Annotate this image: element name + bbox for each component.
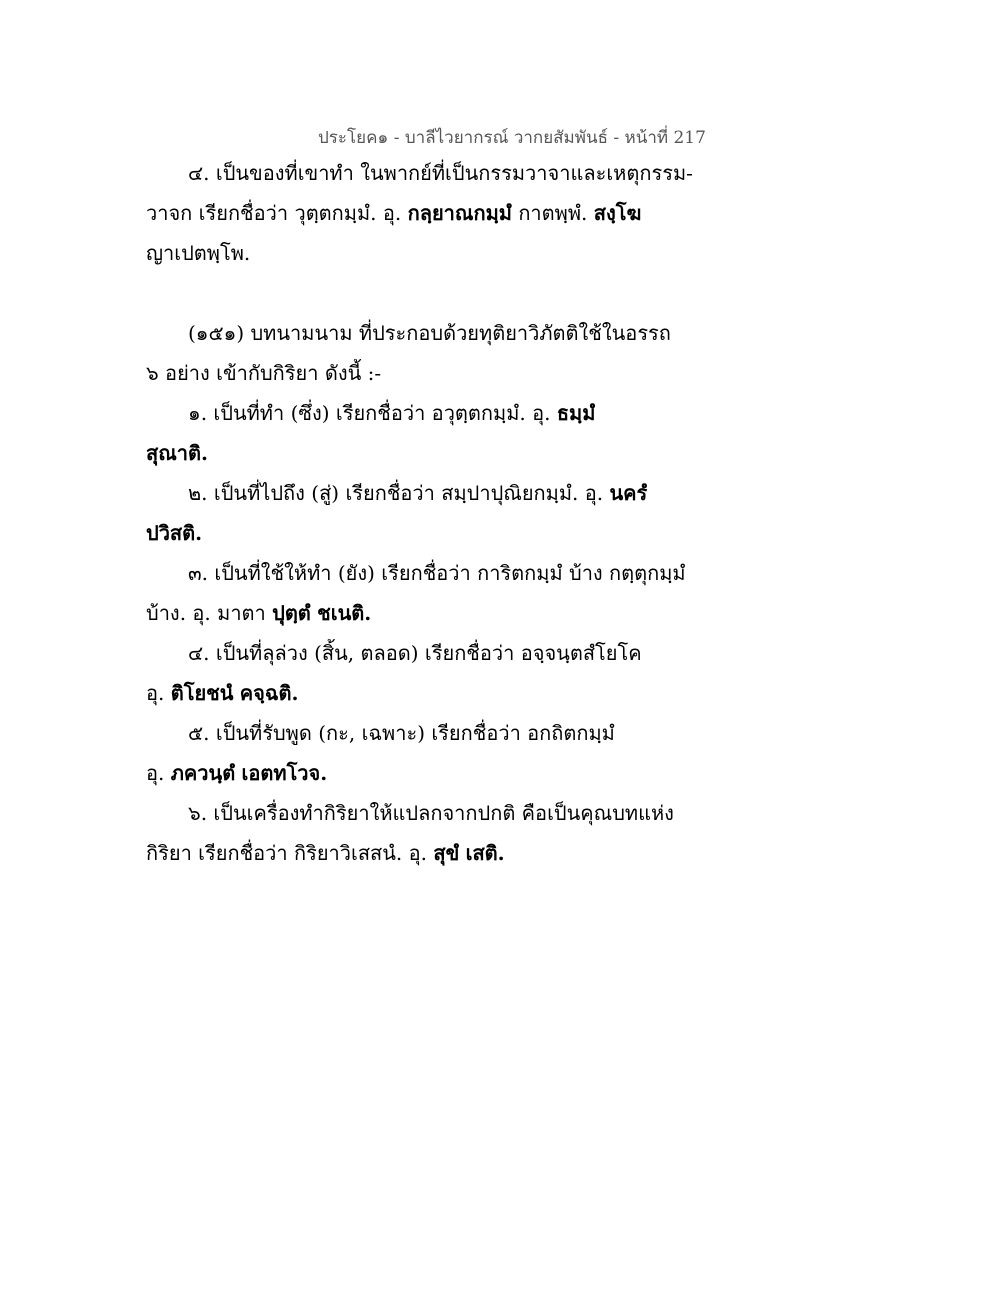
item-4-line-2 [146, 678, 298, 708]
example-bold-word: เอตทโวจ. [241, 761, 328, 785]
example-bold-word: ติโยชนํ [170, 681, 234, 705]
example-bold-word: กลฺยาณกมฺมํ [407, 201, 512, 225]
item-6-line-2 [146, 838, 505, 868]
example-bold-word: ธมฺมํ [556, 401, 596, 425]
item-4-line-2-text: อุ. [146, 681, 165, 705]
item-2-text: ๒. เป็นที่ไปถึง (สู่) เรียกชื่อว่า สมฺปาปุณิยกมฺมํ. อุ. [188, 481, 604, 505]
p1-line-2-text: วาจก เรียกชื่อว่า วุตฺตกมฺมํ. อุ. [146, 201, 402, 225]
p1-line-2 [146, 198, 641, 228]
example-bold-word: คจฺฉติ. [239, 681, 299, 705]
item-3-line-2 [146, 598, 371, 628]
section-151-line-1: (๑๕๑) บทนามนาม ที่ประกอบด้วยทุติยาวิภัตติใช้ในอรรถ [188, 321, 671, 345]
item-4-line-1: ๔. เป็นที่ลุล่วง (สิ้น, ตลอด) เรียกชื่อว่า อจฺจนฺตสํโยโค [188, 641, 642, 665]
item-6-line-2-text: กิริยา เรียกชื่อว่า กิริยาวิเสสนํ. อุ. [146, 841, 428, 865]
section-151-line-2: ๖ อย่าง เข้ากับกิริยา ดังนี้ :- [146, 361, 382, 385]
item-5-line-2 [146, 758, 327, 788]
example-bold-word: ปุตฺตํ [272, 601, 311, 625]
item-3-line-2-text: บ้าง. อุ. มาตา [146, 601, 266, 625]
p1-line-2-mid: กาตพฺพํ. [518, 201, 588, 225]
p1-line-3: ญาเปตพฺโพ. [146, 241, 251, 265]
item-1-text: ๑. เป็นที่ทำ (ซึ่ง) เรียกชื่อว่า อวุตฺตกมฺมํ. อุ. [188, 401, 551, 425]
item-5-line-2-text: อุ. [146, 761, 165, 785]
example-bold-word: ภควนฺตํ [170, 761, 236, 785]
example-bold-word: ชเนติ. [317, 601, 372, 625]
running-header: ประโยค๑ - บาลีไวยากรณ์ วากยสัมพันธ์ - หน้าที่ 217 [318, 128, 706, 148]
example-bold-word: สงฺโฆ [593, 201, 642, 225]
item-5-line-1: ๕. เป็นที่รับพูด (กะ, เฉพาะ) เรียกชื่อว่า อกถิตกมฺมํ [188, 721, 615, 745]
p1-line-1: ๔. เป็นของที่เขาทำ ในพากย์ที่เป็นกรรมวาจาและเหตุกรรม- [188, 161, 693, 185]
example-bold-word: สุขํ [433, 841, 460, 865]
example-bold-word: นครํ [609, 481, 648, 505]
item-1-line-2: สุณาติ. [146, 441, 208, 465]
item-6-line-1: ๖. เป็นเครื่องทำกิริยาให้แปลกจากปกติ คือเป็นคุณบทแห่ง [188, 801, 674, 825]
item-1-line-1 [188, 398, 595, 428]
item-2-line-2: ปวิสติ. [146, 521, 203, 545]
item-2-line-1 [188, 478, 647, 508]
example-bold-word: เสติ. [465, 841, 505, 865]
item-3-line-1: ๓. เป็นที่ใช้ให้ทำ (ยัง) เรียกชื่อว่า การิตกมฺมํ บ้าง กตฺตุกมฺมํ [188, 561, 686, 585]
